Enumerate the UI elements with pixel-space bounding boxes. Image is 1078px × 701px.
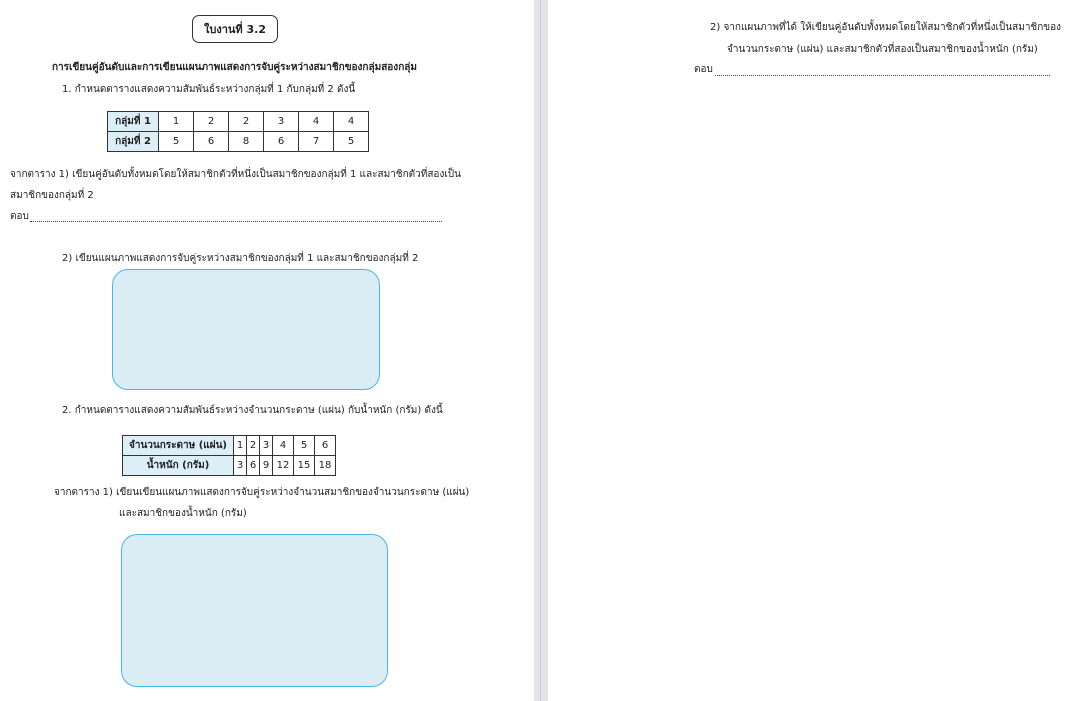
table-cell: 7 xyxy=(299,132,334,152)
answer-line-page-2[interactable] xyxy=(715,75,1050,76)
table-cell: 6 xyxy=(194,132,229,152)
question-2-part-2-line-2: จำนวนกระดาษ (แผ่น) และสมาชิกตัวที่สองเป็นสมาชิกของน้ำหนัก (กรัม) xyxy=(727,44,1038,55)
question-2-part-2-line-1: 2) จากแผนภาพที่ได้ ให้เขียนคู่อันดับทั้งหมดโดยให้สมาชิกตัวที่หนึ่งเป็นสมาชิกของ xyxy=(710,22,1061,33)
group-relation-table xyxy=(107,111,369,152)
answer-label-page-2: ตอบ xyxy=(694,64,713,75)
answer-line[interactable] xyxy=(30,221,442,222)
table-cell: 3 xyxy=(260,436,273,456)
table-cell: 12 xyxy=(273,456,294,476)
worksheet-heading: การเขียนคู่อันดับและการเขียนแผนภาพแสดงการจับคู่ระหว่างสมาชิกของกลุ่มสองกลุ่ม xyxy=(52,62,417,73)
table-cell: 3 xyxy=(264,112,299,132)
table-cell: 5 xyxy=(159,132,194,152)
question-2-text: 2. กำหนดตารางแสดงความสัมพันธ์ระหว่างจำนวนกระดาษ (แผ่น) กับน้ำหนัก (กรัม) ดังนี้ xyxy=(62,405,443,416)
row-header: กลุ่มที่ 1 xyxy=(108,112,159,132)
table-cell: 1 xyxy=(159,112,194,132)
table-cell: 2 xyxy=(194,112,229,132)
table-cell: 4 xyxy=(299,112,334,132)
question-1-text: 1. กำหนดตารางแสดงความสัมพันธ์ระหว่างกลุ่มที่ 1 กับกลุ่มที่ 2 ดังนี้ xyxy=(62,84,356,95)
mapping-diagram-box-1[interactable] xyxy=(112,269,380,390)
table-cell: 2 xyxy=(247,436,260,456)
page-gutter-divider xyxy=(540,0,541,701)
question-1-part-2: 2) เขียนแผนภาพแสดงการจับคู่ระหว่างสมาชิกของกลุ่มที่ 1 และสมาชิกของกลุ่มที่ 2 xyxy=(62,253,419,264)
page-gutter xyxy=(534,0,548,701)
table-cell: 4 xyxy=(334,112,369,132)
table-cell: 6 xyxy=(264,132,299,152)
row-header: จำนวนกระดาษ (แผ่น) xyxy=(123,436,234,456)
table-cell: 1 xyxy=(234,436,247,456)
table-row xyxy=(108,132,369,152)
document-page-1 xyxy=(0,0,534,701)
table-row xyxy=(108,112,369,132)
table-cell: 8 xyxy=(229,132,264,152)
table-cell: 3 xyxy=(234,456,247,476)
table-cell: 2 xyxy=(229,112,264,132)
table-cell: 5 xyxy=(294,436,315,456)
table-row xyxy=(123,436,336,456)
table-cell: 6 xyxy=(315,436,336,456)
paper-weight-table xyxy=(122,435,336,476)
row-header: กลุ่มที่ 2 xyxy=(108,132,159,152)
table-row xyxy=(123,456,336,476)
table-cell: 5 xyxy=(334,132,369,152)
question-2-part-1-line-1: จากตาราง 1) เขียนเขียนแผนภาพแสดงการจับคู่ระหว่างจำนวนสมาชิกของจำนวนกระดาษ (แผ่น) xyxy=(54,487,470,498)
worksheet-title: ใบงานที่ 3.2 xyxy=(192,15,278,43)
mapping-diagram-box-2[interactable] xyxy=(121,534,388,687)
question-2-part-1-line-2: และสมาชิกของน้ำหนัก (กรัม) xyxy=(119,508,247,519)
question-1-part-1-line-1: จากตาราง 1) เขียนคู่อันดับทั้งหมดโดยให้สมาชิกตัวที่หนึ่งเป็นสมาชิกของกลุ่มที่ 1 และสมาชิกตัวที่สองเป็น xyxy=(10,169,461,180)
table-cell: 9 xyxy=(260,456,273,476)
table-cell: 4 xyxy=(273,436,294,456)
table-cell: 15 xyxy=(294,456,315,476)
question-1-part-1-line-2: สมาชิกของกลุ่มที่ 2 xyxy=(10,190,94,201)
table-cell: 18 xyxy=(315,456,336,476)
row-header: น้ำหนัก (กรัม) xyxy=(123,456,234,476)
document-page-2 xyxy=(548,0,1078,701)
table-cell: 6 xyxy=(247,456,260,476)
answer-label: ตอบ xyxy=(10,211,29,222)
